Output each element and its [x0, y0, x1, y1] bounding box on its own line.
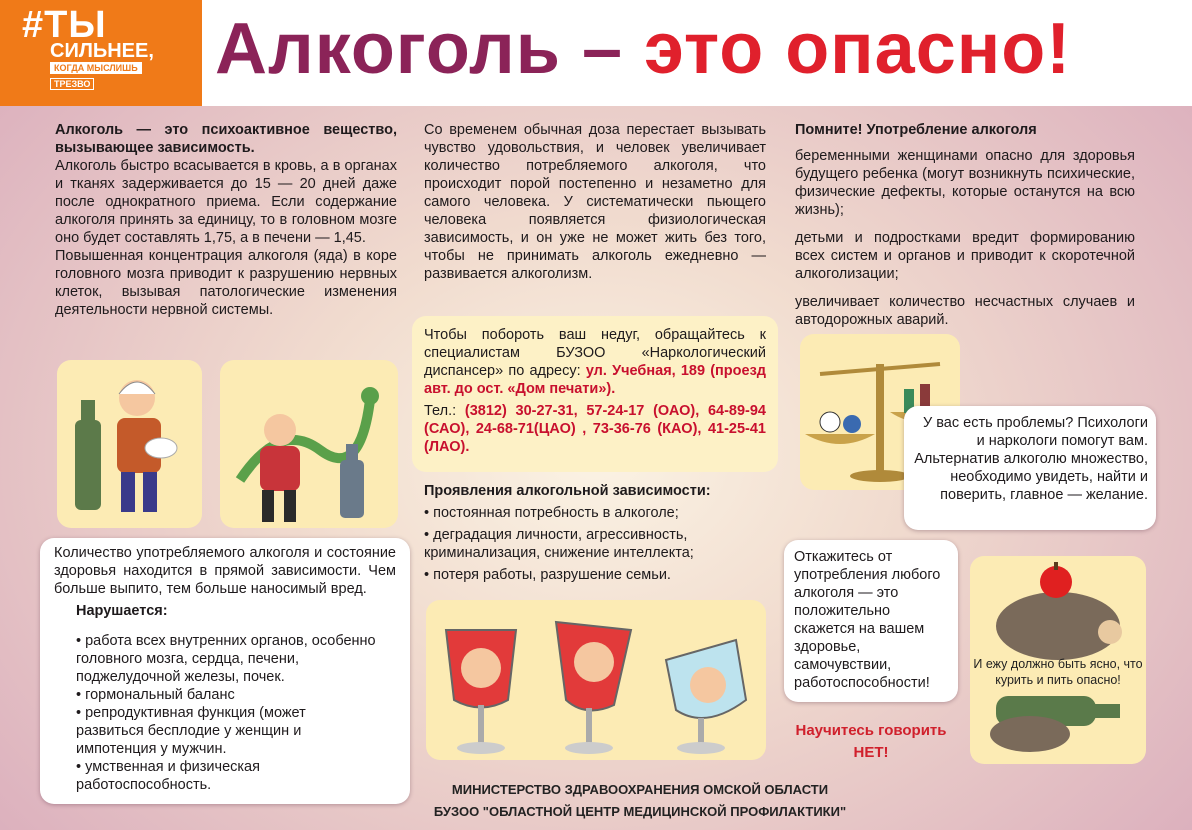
card1-paragraph: Количество употребляемого алкоголя и состояние здоровья находится в прямой зависимости. Чем больше выпито, тем больше наносимый вред.: [54, 545, 396, 597]
col2-paragraph1: Со временем обычная доза перестает вызывать чувство удовольствия, и человек увеличивает количество потребляемого алкоголя, что происходит порой постепенно и незаметно для самого человека. У систематически пьющего человека появляется физиологическая зависимость, и он уже не может жить без того, чтобы не принимать алкоголь ежедневно — развивается алкоголизм.: [424, 122, 766, 282]
list-item: • гормональный баланс: [76, 687, 235, 703]
help-card: [904, 406, 1156, 530]
wine-glasses-illustration: [426, 600, 766, 760]
header: [0, 0, 1192, 106]
title-part2: это опасно!: [644, 9, 1072, 89]
help-text: У вас есть проблемы? Психологи и наркологи помогут вам. Альтернатив алкоголю множество, необходимо увидеть, найти и поверить, главное — желание.: [914, 415, 1148, 503]
card1-list: [76, 632, 376, 794]
contact-paragraph: Чтобы побороть ваш недуг, обращайтесь к специалистам БУЗОО «Наркологический диспансер» по адресу:: [424, 327, 766, 379]
badge-line2: СИЛЬНЕЕ,: [50, 40, 154, 62]
list-item: детьми и подростками вредит формированию всех систем и органов и приводит к скоротечной алкоголизации;: [795, 230, 1135, 282]
badge-line1: #ТЫ: [22, 4, 107, 46]
title-part1: Алкоголь –: [215, 9, 624, 89]
col3-heading: Помните! Употребление алкоголя: [795, 122, 1037, 138]
drunk-man-illustration: [57, 360, 202, 528]
footer-center: БУЗОО "ОБЛАСТНОЙ ЦЕНТР МЕДИЦИНСКОЙ ПРОФИЛАКТИКИ": [433, 804, 847, 819]
say-no-line1: Научитесь говорить: [795, 722, 947, 739]
badge-line3: КОГДА МЫСЛИШЬ: [50, 62, 142, 74]
say-no-slogan: [782, 720, 960, 764]
tel-label: Тел.:: [424, 403, 457, 419]
refuse-text: Откажитесь от употребления любого алкоголя — это положительно скажется на вашем здоровье, самочувствии, работоспособности!: [794, 549, 941, 691]
contact-address: ул. Учебная, 189 (проезд авт. до ост. «Дом печати»).: [424, 363, 766, 397]
health-impact-card: [40, 538, 410, 804]
list-item: беременными женщинами опасно для здоровья будущего ребенка (могут возникнуть психические, физические дефекты, которые останутся на всю жизнь);: [795, 148, 1135, 218]
col1-paragraph2: Повышенная концентрация алкоголя (яда) в коре головного мозга приводит к разрушению нервных клеток, вызывая патологические изменения деятельности нервной системы.: [55, 248, 397, 318]
col1-lead: Алкоголь — это психоактивное вещество, вызывающее зависимость.: [55, 122, 397, 156]
list-item: • потеря работы, разрушение семьи.: [424, 567, 671, 583]
list-item: • репродуктивная функция (может развиться бесплодие у женщин и импотенция у мужчин.: [76, 705, 306, 757]
campaign-badge: [0, 0, 202, 106]
col2-text: [424, 121, 766, 283]
col1-paragraph1: Алкоголь быстро всасывается в кровь, а в органах и тканях задерживается до 15 — 20 дней даже после однократного приема. Если содержание алкоголя принять за единицу, то в головном мозге оно будет составлять 1,75, а в печени — 1,45.: [55, 158, 397, 246]
badge-line4: ТРЕЗВО: [50, 78, 94, 90]
card1-heading: Нарушается:: [76, 603, 168, 619]
list-item: • постоянная потребность в алкоголе;: [424, 505, 679, 521]
footer-ministry: МИНИСТЕРСТВО ЗДРАВООХРАНЕНИЯ ОМСКОЙ ОБЛАСТИ: [451, 782, 829, 797]
list-item: • умственная и физическая работоспособность.: [76, 759, 260, 793]
page-title: [215, 8, 1071, 90]
signs-heading: Проявления алкогольной зависимости:: [424, 483, 711, 499]
contact-phones: (3812) 30-27-31, 57-24-17 (ОАО), 64-89-94 (САО), 24-68-71(ЦАО) , 73-36-76 (КАО), 41-25-41 (ЛАО).: [424, 403, 766, 455]
list-item: • работа всех внутренних органов, особенно головного мозга, сердца, печени, поджелудочной железы, почек.: [76, 633, 376, 685]
hedgehog-illustration: [970, 556, 1146, 764]
hedgehog-caption: И ежу должно быть ясно, что курить и пить опасно!: [973, 657, 1143, 687]
say-no-line2: НЕТ!: [853, 744, 889, 761]
col3-text: [795, 121, 1135, 329]
refuse-card: [784, 540, 958, 702]
col1-text: [55, 121, 397, 319]
signs-block: [424, 482, 776, 584]
list-item: увеличивает количество несчастных случаев и автодорожных аварий.: [795, 294, 1135, 328]
list-item: • деградация личности, агрессивность, криминализация, снижение интеллекта;: [424, 527, 694, 561]
contact-box: [412, 316, 778, 472]
snake-man-illustration: [220, 360, 398, 528]
